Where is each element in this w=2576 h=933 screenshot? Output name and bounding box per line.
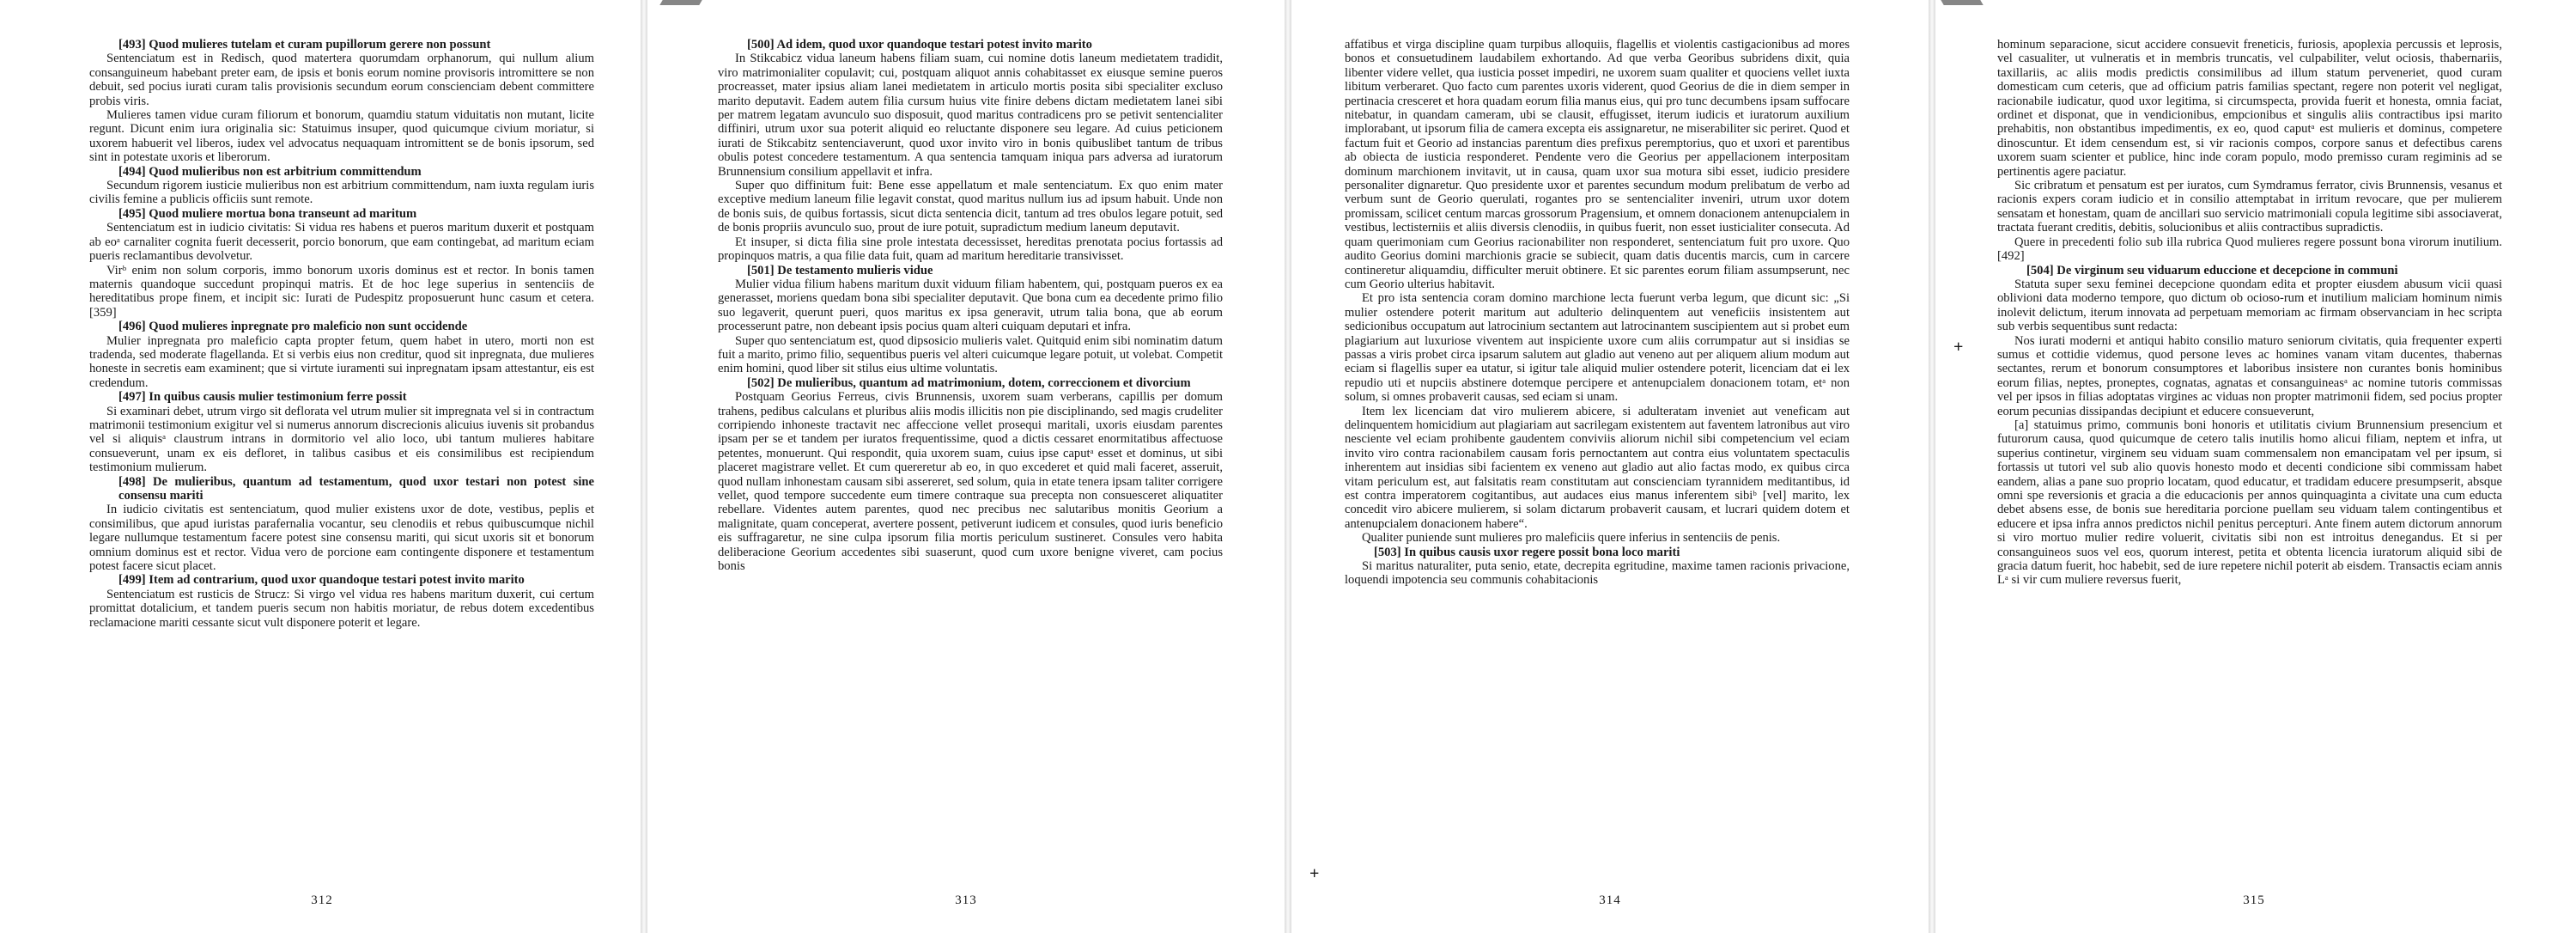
entry-number: [503] — [1374, 545, 1401, 559]
margin-plus-mark: + — [1309, 864, 1320, 883]
page-content — [718, 38, 1223, 573]
entry-paragraph: Sentenciatum est in iudicio civitatis: Si vidua res habens et pueros maritum duxerit et postquam ab eoᵃ carnaliter cognita fuerit decesserit, porcio bonorum, que eam contingebat, ad maritum eciam pueris reclamantibus devolvetur. — [89, 221, 594, 264]
entry-heading — [89, 38, 594, 52]
entry-title: Quod mulieres tutelam et curam pupillorum gerere non possunt — [149, 38, 491, 52]
entry-heading — [89, 573, 594, 587]
text-entry — [718, 264, 1223, 376]
page-314 — [1288, 0, 1932, 933]
entry-paragraph: In Stikcabicz vidua laneum habens filiam suam, cui nomine dotis laneum medietatem tradidit, viro matrimonialiter copulavit; cui, postquam aliquot annis cohabitasset ex eiusque semine pueros procreasset, mater ipsius aliam lanei medietatem in articulo mortis posita sibi specialiter excluso marito deputavit. Eadem autem filia cursum huius vite finire debens dictam medietatem lanei sibi per matrem legatam avunculo suo disposuit, quod maritus contradicens pro se petivit sentencialiter diffiniri, utrum uxor sua poterit aliquid eo reluctante disponere seu legare. Ad cuius peticionem iurati de Stikcabitz sentenciaverunt, quod uxor invito viro in bonis quibuslibet tantum de tribus obulis potest concedere testamentum. A qua sentencia tamquam iniqua pars adversa ad iuratorum Brunnensium consilium appellavit et infra. — [718, 52, 1223, 179]
entry-title: Quod mulieribus non est arbitrium committendum — [149, 164, 422, 179]
page-313 — [644, 0, 1288, 933]
page-number: 312 — [311, 893, 333, 907]
entry-number: [497] — [118, 390, 146, 405]
text-entry — [89, 165, 594, 207]
entry-heading — [89, 320, 594, 333]
entry-paragraph: affatibus et virga discipline quam turpibus alloquiis, flagellis et violentis castigacionibus ad mores bonos et consuetudinem laudabilem exhortando. Ad que verba Georibus subridens dixit, quia libenter videre vellet, qua iusticia posset impediri, ne uxorem suam qualiter et quociens vellet iuxta libitum verberaret. Quo facto cum parentes uxoris viderent, quod Georius de die in diem semper in pertinacia cresceret et hora quadam eorum filia manus eius, qui pro tunc decumbens ipsam suffocare nitebatur, in quandam cameram, ubi se clausit, effugisset, iterum iudicis et iuratorum auxilium implorabant, ut ipsorum filia de camera excepta eis assignaretur, ne miserabiliter sic periret. Quod et factum fuit et Georio ad instancias parentum dies prefixus peremptorius, quo et uxori et parentibus ab obiecta de iusticia responderet. Pendente vero die Georius per appellacionem interpositam dominum marchionem invitavit, ut in causa, quam uxor sua motura sibi esset, iudicio presidere personaliter dignaretur. Quo presidente uxor et parentes secundum modum prelibatum de verbo ad verbum sunt de Georio querulati, rogantes pro se sentencialiter inveniri, utrum uxor dotem promissam, scilicet centum marcas grossorum Pragensium, et omnem donacionem antenupcialem in vestibus, lectisterniis et aliis diversis clenodiis, in quibus fuerit, non esset iusticialiter consecuta. Ad quam querimoniam cum Georius racionabiliter non responderet, sentenciatum fuit pro uxore. Quo audito Georius domini marchionis gracie se subiecit, quam datis ducentis marcis, cum in carcere contineretur aliquamdiu, difficulter meruit obtinere. Et sic parentes eorum filiam assumpserunt, nec cum Georio ulterius habitavit. — [1345, 38, 1850, 291]
entry-heading — [1997, 264, 2502, 277]
entry-paragraph: Si maritus naturaliter, puta senio, etate, decrepita egritudine, maxime tamen racionis privacione, loquendi impotencia seu communis cohabitacionis — [1345, 559, 1850, 588]
text-entry — [89, 38, 594, 165]
entry-heading — [1345, 546, 1850, 559]
entry-paragraph: Mulieres tamen vidue curam filiorum et bonorum, quamdiu statum viduitatis non mutant, licite regunt. Dicunt enim iura originalia sic: Statuimus insuper, quod quicumque civium moriatur, si uxorem habuerit vel liberos, iudex vel advocatus nequaquam intromittent se de bonis ipsorum, sed sint in potestate uxoris et liberorum. — [89, 108, 594, 165]
entry-paragraph: Nos iurati moderni et antiqui habito consilio maturo seniorum civitatis, quia frequenter experti sumus et cottidie videmus, quod persone leves ac homines vanam vitam ducentes, thabernas sectantes, rerum et bonorum consumptores et laboribus insistere non curantes bonis hominibus eorum filias, neptes, proneptes, cognatas, agnatas et consanguineasᵃ ac nomine tutoris commissas vel per ipsos in filias adoptatas virgines ac viduas non propter matrimonii fidem, sed pocius propter eorum pecunias dissipandas decipiunt et educere consueverunt, — [1997, 333, 2502, 418]
entry-paragraph: Secundum rigorem iusticie mulieribus non est arbitrium committendum, nam iuxta regulam iuris civilis femine a publicis officiis sunt remote. — [89, 179, 594, 207]
entry-paragraph: Item lex licenciam dat viro mulierem abicere, si adulteratam inveniet aut veneficam aut delinquentem homicidium aut plagiariam aut sacrilegam existentem aut faventem latronibus aut viro nesciente vel eciam prohibente gaudentem conviviis aliorum nichil sibi competencium vel eciam invito viro contra racionabilem causam foris pernoctantem aut contra eius voluntatem spectaculis inherentem aut insidias sibi facientem ex veneno aut gladio aut alio factas modo, ex quibus circa vitam periculum est, aut falsitatis ream constitutam aut conscienciam tyrannidem meditantibus, id est contra imperatorem cogitantibus, aut audaces eius manus inferentem sibiᵇ [vel] marito, lex concedit viro abicere mulierem, si solam dictarum probaverit causam, et lucrari quidem dotem et antenupcialem donacionem habere“. — [1345, 404, 1850, 531]
entry-paragraph: Qualiter puniende sunt mulieres pro maleficiis quere inferius in sentenciis de penis. — [1362, 531, 1781, 546]
entry-heading — [89, 475, 594, 503]
entry-paragraph: Et insuper, si dicta filia sine prole intestata decessisset, hereditas prenotata pocius fortassis ad propinquos matris, a qua filie data fuit, quam ad maritum hereditarie transivisset. — [718, 235, 1223, 264]
text-entry — [89, 320, 594, 390]
entry-paragraph: Sentenciatum est rusticis de Strucz: Si virgo vel vidua res habens maritum duxerit, cui certum promittat dotalicium, et tandem pueris secum non habitis moriatur, de rebus dotem excedentibus reclamacione mariti cessante sicut vult disponere poterit et legare. — [89, 587, 594, 630]
entry-paragraph: [a] statuimus primo, communis boni honoris et utilitatis civium Brunnensium presencium et futurorum causa, quod quicumque de cetero talis inutilis homo alicui filiam, neptem et infra, ut superius continetur, virginem seu viduam suam commensalem non emancipatam vel per ipsum, si fortassis ut tutori vel sub alio quovis honesto modo et decenti condicione sibi commissam habet eandem, alias a pane suo proprio locatam, quod educatur, et tradidam educere presumpserit, absque omni spe reversionis et gracia a die educacionis per annos quinquaginta a civitate una cum educta debet absens esse, de bonis sue hereditaria porcione puellam seu viduam talem contingentibus et educere et ipsa infra annos predictos nichil penitus percepturi. Ante finem autem dictorum annorum si viro mortuo mulier redire voluerit, civitatis sibi non est introitus denegandus. Et si per consanguineos suos vel eos, quorum interest, petita et obtenta licencia iuratorum aliquid sibi de gracia datum fuerit, hoc habebit, sed de iure repetere nichil poterit ab eisdem. Transactis eciam annis Lᵃ si vir cum muliere reversus fuerit, — [1997, 418, 2502, 588]
entry-number: [499] — [118, 573, 146, 588]
entry-number: [501] — [747, 263, 775, 277]
page-gutter — [1285, 0, 1291, 933]
entry-paragraph: Si examinari debet, utrum virgo sit deflorata vel utrum mulier sit impregnata vel si in contractum matrimonii testimonium exigitur vel si numerus annorum discrecionis alicuius iuvenis sit probandus vel si aliquisᵃ claustrum intrans in dormitorio vel alio loco, ubi tantum mulieres habitare consueverunt, unam ex eis defloret, in talibus casibus et eis consimilibus est recipiendum testimonium mulierum. — [89, 404, 594, 475]
page-fold-mark — [659, 0, 702, 5]
entry-paragraph: Et pro ista sentencia coram domino marchione lecta fuerunt verba legum, que dicunt sic: „Si mulier ostendere poterit maritum aut adulterio delinquentem aut veneficiis insistentem aut sedicionibus occupatum aut latrocinium sectantem aut latrocinantem suscipientem aut si probet eum plagiarium aut luxuriose viventem aut inspiciente uxore cum aliis corrumpatur aut si insidias se passas a viris probet circa ipsarum salutem aut gladio aut veneno aut per aliquem alium modum aut eciam si flagellis super ea utatur, si igitur tale aliquid mulier ostendere poterit, licenciam dat ei lex repudio uti et nupciis abstinere dotemque percipere et antenupcialem donacionem totam, etᵃ non solum, si omnes probaverit causas, sed eciam si unam. — [1345, 291, 1850, 405]
entry-paragraph: Quere in precedenti folio sub illa rubrica Quod mulieres regere possunt bona virorum inutilium. [492] — [1997, 235, 2502, 264]
text-entry — [1345, 546, 1850, 588]
entry-heading — [89, 390, 594, 404]
entry-number: [496] — [118, 320, 146, 334]
entry-title: De mulieribus, quantum ad matrimonium, dotem, correccionem et divorcium — [777, 375, 1191, 390]
entry-paragraph: Virᵇ enim non solum corporis, immo bonorum uxoris dominus est et rector. In bonis tamen maternis quandoque succedunt propinqui matris. Et de hoc lege superius in sentenciis de hereditatibus prope finem, et incipit sic: Iurati de Pudespitz proposuerunt hunc casum et cetera. [359] — [89, 263, 594, 320]
entry-paragraph: Postquam Georius Ferreus, civis Brunnensis, uxorem suam verberans, capillis per domum trahens, pedibus calculans et pluribus aliis modis illicitis non pie disciplinando, sed magis crudeliter corripiendo inhoneste tractavit nec affeccione vellet prosequi maritali, uxoris eiusdam parentes ipsam per se et tandem per iuratos frequentissime, quod a dictis cessaret enormitatibus affectuose petentes, monuerunt. Qui respondit, quia uxorem suam, cuius ipse caputᵃ esset et dominus, ut sibi placeret magistrare vellet. Et cum quereretur ab eo, in quo excederet et quid mali faceret, asseruit, quod nullam inhonestam causam sibi assereret, sed solum, quia in etate tenera ipsam taliter corrigere vellet, quod tempore succedente eum timere contraque sua precepta non consuesceret aliquatiter rebellare. Videntes autem parentes, quod nec precibus nec salutaribus monitis Georium a malignitate, quam conceperat, avertere possent, petiverunt iudicem et consules, quod iuris beneficio eis suffragaretur, ne sine culpa ipsorum filia mortis periculum sustineret. Consules vero habita deliberacione Georium accedentes sibi suaserunt, quod cum uxore benigne viveret, cam pocius bonis — [718, 390, 1223, 574]
entry-title: De virginum seu viduarum educcione et decepcione in communi — [2057, 263, 2398, 277]
entry-title: Ad idem, quod uxor quandoque testari potest invito marito — [776, 38, 1092, 52]
entry-title: De mulieribus, quantum ad testamentum, quod uxor testari non potest sine consensu mariti — [118, 474, 594, 503]
page-number: 315 — [2243, 893, 2265, 907]
entry-paragraph: hominum separacione, sicut accidere consuevit freneticis, furiosis, apoplexia percussis et leprosis, vel casualiter, ut vulneratis et in membris truncatis, vel culpabiliter, velut ociosis, thabernariis, taxillariis, ac aliis modis predictis consimilibus ad illum statum perveneriet, quod curam domesticam cum ceteris, que ad officium patris familias spectant, regere non poterit vel negligat, racionabile iudicatur, quod uxor legitima, si circumspecta, provida fuerit et honesta, omnia faciat, ordinet et disponat, que in vendicionibus, empcionibus et singulis aliis contractibus ipsi marito prehabitis, non obstantibus impedimentis, ex eo, quod caputᵃ est mulieris et dominus, competere dinoscuntur. Et idem censendum est, si vir racionis compos, corpore sanus et defectibus carens uxorem suam scienter et publice, hinc inde coram populo, modo premisso curam regiminis ad se pertinentis agere paciatur. — [1997, 38, 2502, 179]
entry-paragraph: Mulier vidua filium habens maritum duxit viduum filiam habentem, qui, postquam pueros ex ea generasset, moriens quedam bona sibi specialiter deputavit. Que bona cum ea decedente primo filio suo legaverit, querunt pueri, quos maritus ex ipsa generavit, utrum talia bona, que ab eorum processerunt patre, non debeant ipsis pocius quam alteri cuiquam deputari et infra. — [718, 277, 1223, 334]
entry-heading — [89, 165, 594, 179]
page-gutter — [641, 0, 647, 933]
page-fold-mark — [1941, 0, 1983, 5]
entry-number: [494] — [118, 164, 146, 179]
entry-number: [502] — [747, 375, 775, 390]
text-entry — [1345, 38, 1850, 546]
entry-heading — [718, 376, 1223, 390]
text-entry — [1997, 264, 2502, 588]
text-entry — [718, 38, 1223, 264]
page-content — [1997, 38, 2502, 588]
text-entry — [89, 207, 594, 320]
entry-number: [504] — [2026, 263, 2054, 277]
entry-title: De testamento mulieris vidue — [777, 263, 933, 277]
page-content — [1345, 38, 1850, 588]
entry-title: Quod mulieres inpregnate pro maleficio non sunt occidende — [149, 320, 468, 334]
entry-number: [500] — [747, 38, 775, 52]
entry-paragraph: Sic cribratum et pensatum est per iuratos, cum Symdramus ferrator, civis Brunnensis, vesanus et racionis expers coram iudicio et in consilio attemptabat in irritum revocare, que per mulierem sensatam et honestam, quam de ancillari suo servicio matrimoniali copula legitime sibi associaverat, tractata fuerant creditis, debitis, solucionibus et aliis contractibus supradictis. — [1997, 179, 2502, 235]
entry-number: [495] — [118, 206, 146, 221]
page-315 — [1932, 0, 2576, 933]
entry-paragraph: Super quo sentenciatum est, quod dipsosicio mulieris valet. Quitquid enim sibi nominatim datum fuit a marito, primo filio, sequentibus pueris vel alteri cuicumque legare potuit, ut volebat. Competit enim homini, quod liber sit stilus eius ultime voluntatis. — [718, 333, 1223, 376]
entry-heading — [89, 207, 594, 221]
page-gutter — [1929, 0, 1935, 933]
entry-number: [498] — [118, 474, 146, 489]
entry-paragraph: Statuta super sexu feminei decepcione quondam edita et propter eiusdem abusum vicii quasi oblivioni data moderno tempore, quo dictum ob ocioso-rum et inutilium maliciam hominum nimis inolevit delictum, iterum innovata ad perpetuam memoriam ac firmam observanciam in hec scripta sub verbis sequentibus sunt redacta: — [1997, 277, 2502, 334]
entry-title: Item ad contrarium, quod uxor quandoque testari potest invito marito — [149, 573, 525, 588]
page-content — [89, 38, 594, 630]
entry-paragraph: Sentenciatum est in Redisch, quod matertera quorumdam orphanorum, qui nullum alium consanguineum habebant preter eam, de ipsis et bonis eorum nomine provisoris intromittere se non debuit, sed pocius iurati curam talis provisionis secundum eorum conscienciam debent committere probis viris. — [89, 52, 594, 108]
entry-number: [493] — [118, 38, 146, 52]
text-entry — [89, 573, 594, 630]
entry-heading — [718, 38, 1223, 52]
entry-title: Quod muliere mortua bona transeunt ad maritum — [149, 206, 417, 221]
entry-paragraph: Super quo diffinitum fuit: Bene esse appellatum et male sentenciatum. Ex quo enim mater exceptive medium laneum filie legavit constat, quod maritus nullum ius ad ipsum habuit. Unde non de bonis suis, de quibus fortassis, sicut dicta sentencia dicit, tantum ad tres obulos legare potuit, sed de bonis propriis avunculo suo, prout de iure potuit, supradictum medium laneum deputavit. — [718, 179, 1223, 235]
entry-paragraph: In iudicio civitatis est sentenciatum, quod mulier existens uxor de dote, vestibus, peplis et consimilibus, que apud iuristas parafernalia vocantur, seu clenodiis et rebus quibuscumque nichil legare nullumque testamentum facere potest sine consensu mariti, qui sicut uxoris sit et bonorum omnium dominus est et rector. Vidua vero de porcione eam contingente disponere et testamentum potest facere sicut placet. — [89, 503, 594, 574]
text-entry — [89, 390, 594, 474]
entry-title: In quibus causis uxor regere possit bona loco mariti — [1404, 545, 1680, 559]
page-312 — [0, 0, 644, 933]
text-entry — [718, 376, 1223, 574]
page-number: 314 — [1599, 893, 1621, 907]
margin-plus-mark: + — [1953, 338, 1964, 357]
entry-heading — [718, 264, 1223, 277]
page-number: 313 — [955, 893, 977, 907]
entry-title: In quibus causis mulier testimonium ferre possit — [149, 390, 407, 405]
text-entry — [89, 475, 594, 574]
entry-paragraph: Mulier inpregnata pro maleficio capta propter fetum, quem habet in utero, morti non est tradenda, sed moderate flagellanda. Et si verbis eius non creditur, quod sit inpregnata, due mulieres honeste in secretis eam examinent; que si virtute iuramenti sui inpregnatam ipsam attestantur, eis est credendum. — [89, 333, 594, 390]
text-entry — [1997, 38, 2502, 264]
